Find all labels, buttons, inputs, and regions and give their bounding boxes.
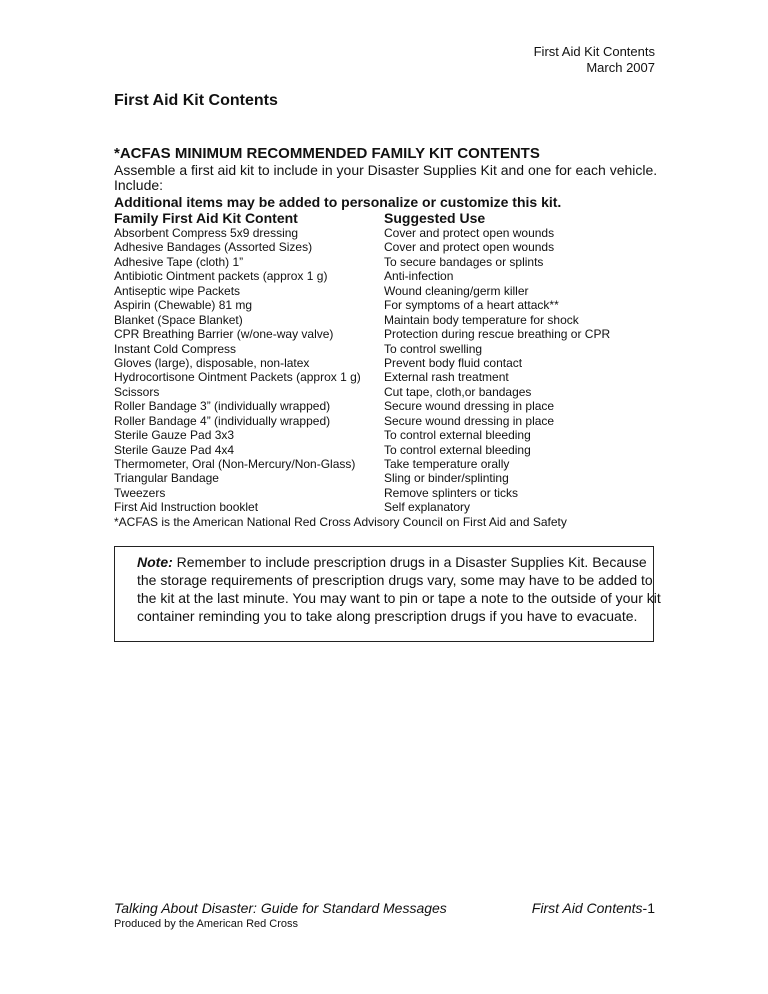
list-item: [114, 500, 674, 514]
item-use: Self explanatory: [384, 500, 471, 515]
item-use: Take temperature orally: [384, 457, 510, 471]
kit-items-list: [114, 226, 674, 515]
item-use: Prevent body fluid contact: [384, 355, 523, 370]
item-name: Adhesive Tape (cloth) 1”: [114, 254, 244, 269]
item-use: External rash treatment: [384, 370, 509, 385]
note-text: [137, 553, 662, 625]
list-item: [114, 370, 674, 384]
item-use: To control external bleeding: [384, 442, 531, 457]
list-item: [114, 399, 674, 413]
item-name: Tweezers: [114, 485, 166, 500]
item-use: Cut tape, cloth,or bandages: [384, 384, 532, 399]
item-name: CPR Breathing Barrier (w/one-way valve): [114, 327, 334, 342]
column-header-item: Family First Aid Kit Content: [114, 210, 298, 226]
item-name: Triangular Bandage: [114, 471, 219, 486]
item-use: Secure wound dressing in place: [384, 413, 555, 428]
item-use: To control swelling: [384, 341, 483, 356]
item-name: Hydrocortisone Ointment Packets (approx 1 g): [114, 370, 361, 385]
item-name: Roller Bandage 4” (individually wrapped): [114, 413, 331, 428]
item-use: Protection during rescue breathing or CPR: [384, 327, 611, 342]
list-item: [114, 298, 674, 312]
item-use: To control external bleeding: [384, 428, 531, 443]
section-heading: *ACFAS MINIMUM RECOMMENDED FAMILY KIT CONTENTS: [114, 145, 540, 162]
item-name: Instant Cold Compress: [114, 341, 237, 356]
note-label: Note:: [137, 554, 173, 570]
column-header-use: Suggested Use: [384, 210, 486, 226]
list-item: [114, 269, 674, 283]
list-item: [114, 428, 674, 442]
list-item: [114, 284, 674, 298]
emphasis-line: Additional items may be added to personalize or customize this kit.: [114, 194, 562, 210]
item-use: Remove splinters or ticks: [384, 485, 519, 500]
note-box: [114, 546, 661, 642]
item-name: Absorbent Compress 5x9 dressing: [114, 226, 299, 240]
item-use: Secure wound dressing in place: [384, 399, 555, 414]
item-use: Cover and protect open wounds: [384, 226, 555, 240]
item-name: Antibiotic Ointment packets (approx 1 g): [114, 269, 328, 284]
footer-guide-title: Talking About Disaster: Guide for Standard Messages: [114, 900, 447, 916]
list-item: [114, 356, 674, 370]
list-item: [114, 255, 674, 269]
footer-page-number: -1: [642, 900, 655, 916]
header-date: March 2007: [586, 60, 655, 75]
item-use: Wound cleaning/germ killer: [384, 283, 529, 298]
list-item: [114, 414, 674, 428]
item-name: Scissors: [114, 384, 160, 399]
item-use: For symptoms of a heart attack**: [384, 298, 559, 313]
footer-producer: Produced by the American Red Cross: [114, 918, 299, 930]
item-use: Anti-infection: [384, 269, 454, 284]
list-item: [114, 443, 674, 457]
item-name: Blanket (Space Blanket): [114, 312, 243, 327]
header-title: First Aid Kit Contents: [533, 44, 655, 59]
item-name: Gloves (large), disposable, non-latex: [114, 355, 310, 370]
list-item: [114, 327, 674, 341]
item-use: Sling or binder/splinting: [384, 471, 509, 486]
page-header: [534, 44, 655, 76]
item-name: Adhesive Bandages (Assorted Sizes): [114, 240, 313, 255]
item-name: Antiseptic wipe Packets: [114, 283, 241, 298]
acfas-footnote: *ACFAS is the American National Red Cross Advisory Council on First Aid and Safety: [114, 515, 567, 529]
footer-page-label: [532, 900, 655, 916]
item-name: Roller Bandage 3” (individually wrapped): [114, 399, 331, 414]
list-item: [114, 385, 674, 399]
item-use: To secure bandages or splints: [384, 254, 544, 269]
list-item: [114, 226, 674, 240]
item-use: Cover and protect open wounds: [384, 240, 555, 255]
item-name: Aspirin (Chewable) 81 mg: [114, 298, 253, 313]
list-item: [114, 342, 674, 356]
item-name: Sterile Gauze Pad 3x3: [114, 428, 235, 443]
item-name: First Aid Instruction booklet: [114, 500, 259, 515]
list-item: [114, 471, 674, 485]
list-item: [114, 313, 674, 327]
list-item: [114, 486, 674, 500]
list-item: [114, 240, 674, 254]
item-name: Thermometer, Oral (Non-Mercury/Non-Glass): [114, 457, 356, 471]
document-title: First Aid Kit Contents: [114, 92, 278, 109]
item-use: Maintain body temperature for shock: [384, 312, 579, 327]
footer-section: First Aid Contents: [531, 900, 643, 916]
list-item: [114, 457, 674, 471]
item-name: Sterile Gauze Pad 4x4: [114, 442, 235, 457]
note-body: Remember to include prescription drugs in a Disaster Supplies Kit. Because the storage requirements of prescription drugs vary, some may have to be added to the kit at the last minute. You may want to pin or tape a note to the outside of your kit container reminding you to take along prescription drugs if you have to evacuate.: [137, 554, 661, 624]
intro-paragraph: Assemble a first aid kit to include in your Disaster Supplies Kit and one for each vehicle. Include:: [114, 162, 658, 193]
